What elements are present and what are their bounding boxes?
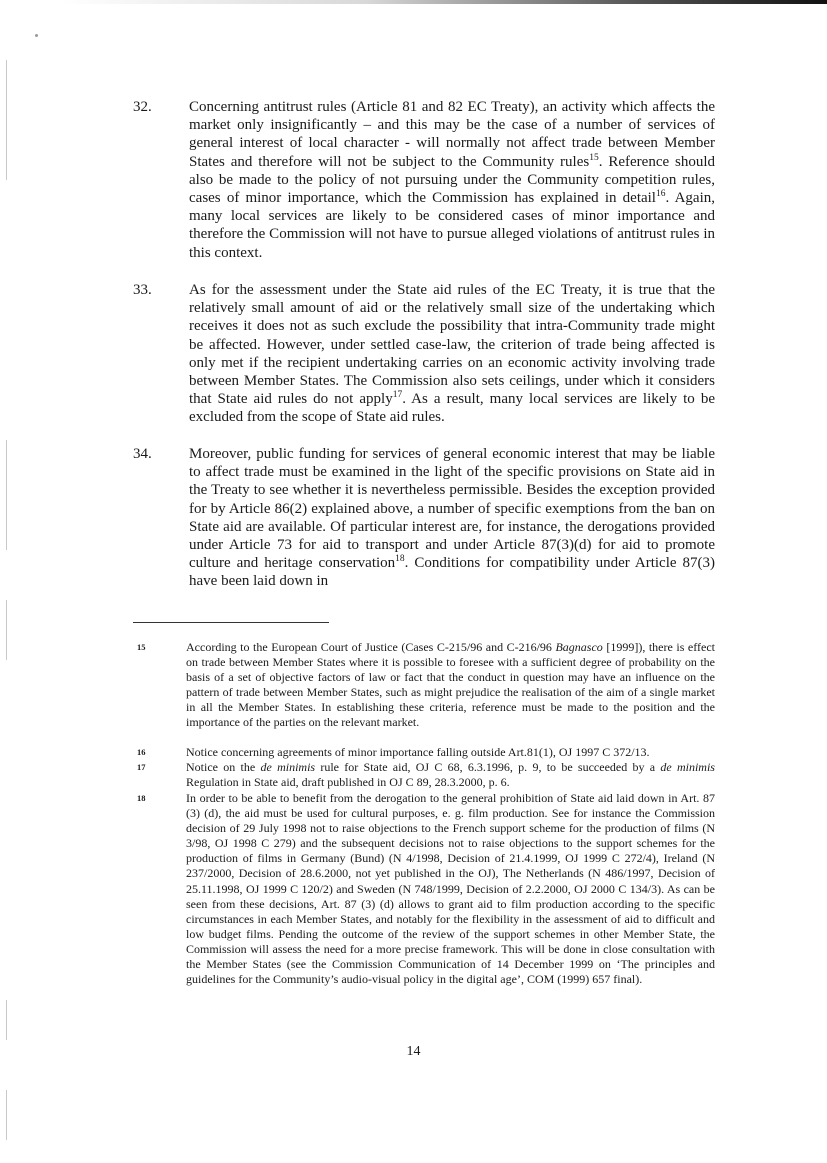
footnote-16 — [137, 745, 715, 760]
scan-speck — [35, 34, 38, 37]
text-segment: . Reference should also be made to the policy of not pursuing under the Community competition rules, cases of minor importance, which the Commission has explained in detail — [189, 153, 715, 207]
footnote-number: 15 — [137, 642, 146, 652]
scan-margin-line — [6, 440, 7, 550]
scan-margin-line — [6, 60, 7, 180]
footnote-text — [186, 791, 715, 987]
text-segment: Moreover, public funding for services of general economic interest that may be liable to affect trade must be examined in the light of the specific provisions on State aid in the Treaty to see whether it is nevertheless permissible. Besides the exception provided for by Article 86(2) explained above, a number of specific exemptions from the ban on State aid are available. Of particular interest are, for instance, the derogations provided under Article 73 for aid to transport and under Article 87(3)(d) for aid to promote culture and heritage conservation — [189, 446, 715, 572]
scan-margin-line — [6, 600, 7, 660]
text-segment: Concerning antitrust rules (Article 81 and 82 EC Treaty), an activity which affects the market only insignificantly – and this may be the case of a number of services of general interest of local character - will normally not affect trade between Member States and therefore will not be subject to the Community rules — [189, 99, 715, 170]
footnote-ref-17[interactable]: 17 — [392, 390, 403, 401]
text-segment: According to the European Court of Justice (Cases C-215/96 and C-216/96 — [186, 640, 556, 654]
text-segment: In order to be able to benefit from the derogation to the general prohibition of State aid laid down in Art. 87 (3) (d), the aid must be used for cultural purposes, e. g. film production. See for instance the Commission decision of 29 July 1998 not to raise objections to the French support scheme for the production of films (N 3/98, OJ 1998 C 279) and the subsequent decisions not to raise objections to the support schemes for the production of films in Germany (Bund) (N 4/1998, Decision of 21.4.1999, OJ 1999 C 272/4), Ireland (N 237/2000, Decision of 28.6.2000, not yet published in the OJ), The Netherlands (N 486/1997, Decision of 25.11.1998, OJ 1999 C 120/2) and Sweden (N 748/1999, Decision of 2.2.2000, OJ 2000 C 134/3). As can be seen from these decisions, Art. 87 (3) (d) allows to grant aid to film production according to the specific circumstances in each Member States, and notably for the flexibility in the assessment of aid to difficult and low budget films. Pending the outcome of the review of the support schemes in other Member State, the Commission will assess the need for a more precise framework. This will be done in close consultation with the Member States (see the Commission Communication of 14 December 1999 on ‘The principles and guidelines for the Community’s audio-visual policy in the digital age’, COM (1999) 657 final). — [186, 791, 715, 987]
footnote-ref-18[interactable]: 18 — [395, 554, 405, 565]
footnote-separator — [133, 622, 329, 623]
paragraph-32 — [133, 98, 715, 262]
paragraph-text — [189, 281, 715, 427]
footnote-text — [186, 640, 715, 731]
footnote-17 — [137, 760, 715, 790]
text-segment: . As a result, many local services are likely to be excluded from the scope of State aid rules. — [189, 391, 715, 426]
text-segment: Notice on the — [186, 760, 261, 774]
text-segment: As for the assessment under the State aid rules of the EC Treaty, it is true that the relatively small amount of aid or the relatively small size of the undertaking which receives it does not as such exclude the possibility that intra-Community trade might be affected. However, under settled case-law, the criterion of trade being affected is only met if the recipient undertaking carries on an economic activity involving trade between Member States. The Commission also sets ceilings, under which it considers that State aid rules do not apply — [189, 282, 715, 408]
footnote-text — [186, 745, 715, 760]
footnote-number: 18 — [137, 793, 146, 803]
footnote-ref-15[interactable]: 15 — [589, 152, 599, 163]
scan-top-edge — [60, 0, 827, 4]
text-segment: . Again, many local services are likely to be considered cases of minor importance and therefore the Commission will not have to pursue alleged violations of antitrust rules in this context. — [189, 190, 715, 261]
italic-term: de minimis — [660, 760, 715, 774]
paragraph-number: 33. — [133, 282, 152, 298]
text-segment: Notice concerning agreements of minor importance falling outside Art.81(1), OJ 1997 C 372/13. — [186, 745, 650, 759]
footnote-ref-16[interactable]: 16 — [655, 189, 666, 200]
text-segment: rule for State aid, OJ C 68, 6.3.1996, p. 9, to be succeeded by a — [315, 760, 661, 774]
footnote-18 — [137, 791, 715, 987]
text-segment: [1999]), there is effect on trade between Member States where it is possible to foresee with a sufficient degree of probability on the basis of a set of objective factors of law or fact that the conduct in question may have an influence on the pattern of trade between Member States, such as might prejudice the realisation of the aim of a single market in all the Member States. In establishing these criteria, reference must be made to the position and the importance of the parties on the relevant market. — [186, 640, 715, 730]
paragraph-text — [189, 98, 715, 262]
paragraph-text — [189, 445, 715, 591]
footnote-number: 17 — [137, 762, 146, 772]
text-segment: . Conditions for compatibility under Article 87(3) have been laid down in — [189, 555, 715, 590]
scan-margin-line — [6, 1090, 7, 1140]
paragraph-number: 32. — [133, 99, 152, 115]
paragraph-number: 34. — [133, 446, 152, 462]
italic-term: de minimis — [260, 760, 316, 774]
case-name: Bagnasco — [555, 640, 603, 654]
footnote-number: 16 — [137, 747, 146, 757]
text-segment: Regulation in State aid, draft published in OJ C 89, 28.3.2000, p. 6. — [186, 775, 510, 790]
footnote-15 — [137, 640, 715, 731]
paragraph-34 — [133, 445, 715, 591]
paragraph-33 — [133, 281, 715, 427]
footnote-text — [186, 760, 715, 790]
page-number: 14 — [406, 1044, 421, 1059]
scan-margin-line — [6, 1000, 7, 1040]
